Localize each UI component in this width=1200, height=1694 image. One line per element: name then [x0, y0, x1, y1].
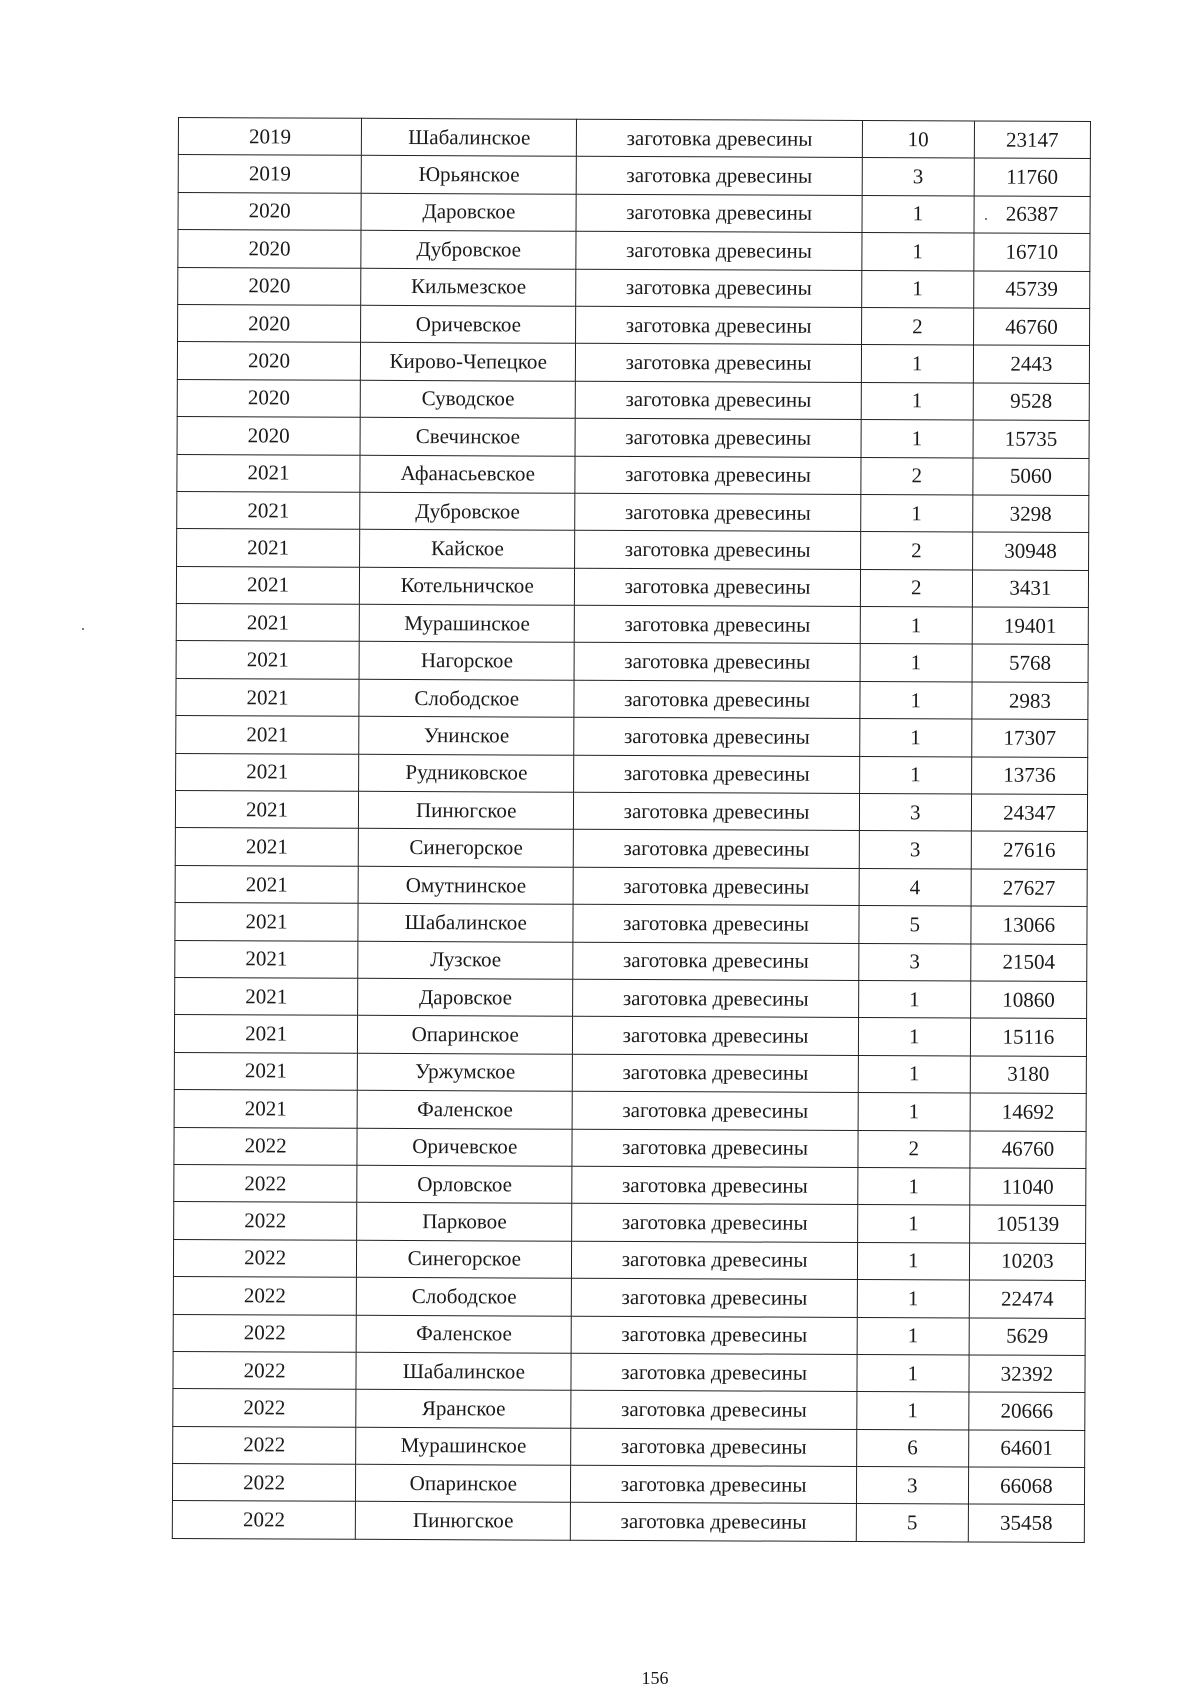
- cell-activity: заготовка древесины: [572, 1204, 857, 1243]
- cell-activity: заготовка древесины: [575, 531, 860, 570]
- cell-year: 2021: [174, 1090, 357, 1128]
- cell-count: 6: [856, 1429, 968, 1467]
- cell-activity: заготовка древесины: [574, 643, 859, 682]
- cell-year: 2022: [173, 1239, 356, 1277]
- cell-year: 2022: [174, 1202, 357, 1240]
- cell-volume: 5060: [973, 457, 1089, 495]
- cell-settlement: Шабалинское: [362, 118, 577, 156]
- cell-year: 2022: [172, 1464, 355, 1502]
- table-row: [176, 604, 1088, 645]
- cell-settlement: Оричевское: [357, 1128, 572, 1166]
- cell-count: 1: [860, 681, 972, 719]
- cell-activity: заготовка древесины: [574, 792, 859, 831]
- cell-count: 5: [859, 906, 971, 944]
- cell-volume: 105139: [969, 1205, 1085, 1243]
- cell-volume: 10203: [969, 1243, 1085, 1281]
- cell-volume: 46760: [973, 308, 1089, 346]
- cell-activity: заготовка древесины: [572, 1129, 857, 1168]
- cell-volume: 64601: [968, 1430, 1084, 1468]
- cell-settlement: Яранское: [356, 1390, 571, 1428]
- cell-activity: заготовка древесины: [575, 493, 860, 532]
- cell-volume: 15116: [970, 1018, 1086, 1056]
- cell-year: 2022: [173, 1426, 356, 1464]
- table-row: [173, 1389, 1085, 1430]
- cell-year: 2020: [177, 342, 360, 380]
- cell-activity: заготовка древесины: [571, 1353, 856, 1392]
- table-row: [178, 118, 1090, 159]
- cell-activity: заготовка древесины: [573, 1091, 858, 1130]
- table-row: [173, 1239, 1085, 1280]
- cell-count: 1: [858, 980, 970, 1018]
- cell-year: 2021: [176, 604, 359, 642]
- table-row: [177, 529, 1089, 570]
- table-row: [177, 342, 1089, 383]
- cell-year: 2021: [175, 865, 358, 903]
- table-row: [177, 454, 1089, 495]
- cell-activity: заготовка древесины: [575, 568, 860, 607]
- cell-count: 1: [861, 270, 973, 308]
- cell-activity: заготовка древесины: [571, 1391, 856, 1430]
- cell-settlement: Слободское: [359, 679, 574, 717]
- cell-year: 2020: [178, 267, 361, 305]
- cell-settlement: Мурашинское: [359, 604, 574, 642]
- cell-settlement: Кирово-Чепецкое: [361, 343, 576, 381]
- cell-count: 1: [862, 195, 974, 233]
- cell-count: 1: [857, 1317, 969, 1355]
- table-row: [174, 1127, 1086, 1168]
- cell-count: 1: [861, 345, 973, 383]
- cell-settlement: Опаринское: [356, 1464, 571, 1502]
- cell-year: 2020: [177, 379, 360, 417]
- cell-activity: заготовка древесины: [576, 344, 861, 383]
- cell-count: 2: [860, 569, 972, 607]
- cell-count: 1: [858, 1093, 970, 1131]
- cell-year: 2022: [173, 1351, 356, 1389]
- table-row: [177, 491, 1089, 532]
- cell-year: 2021: [176, 641, 359, 679]
- table-row: [177, 417, 1089, 458]
- cell-settlement: Опаринское: [358, 1016, 573, 1054]
- cell-volume: 19401: [972, 607, 1088, 645]
- cell-count: 1: [861, 382, 973, 420]
- cell-activity: заготовка древесины: [576, 269, 861, 308]
- cell-settlement: Свечинское: [360, 417, 575, 455]
- cell-year: 2021: [176, 716, 359, 754]
- cell-activity: заготовка древесины: [573, 1017, 858, 1056]
- cell-count: 3: [858, 943, 970, 981]
- cell-count: 1: [857, 1205, 969, 1243]
- cell-activity: заготовка древесины: [575, 605, 860, 644]
- cell-year: 2019: [178, 155, 361, 193]
- cell-volume: 2443: [973, 345, 1089, 383]
- cell-year: 2022: [174, 1127, 357, 1165]
- page-number: 156: [641, 1668, 669, 1688]
- cell-count: 3: [856, 1467, 968, 1505]
- cell-volume: 21504: [971, 944, 1087, 982]
- cell-volume: 5768: [972, 644, 1088, 682]
- cell-volume: 13066: [971, 906, 1087, 944]
- cell-activity: заготовка древесины: [575, 418, 860, 457]
- cell-settlement: Фаленское: [357, 1090, 572, 1128]
- cell-year: 2021: [174, 1052, 357, 1090]
- cell-settlement: Пинюгское: [359, 791, 574, 829]
- cell-activity: заготовка древесины: [575, 456, 860, 495]
- cell-activity: заготовка древесины: [576, 381, 861, 420]
- scan-speck: [985, 218, 987, 220]
- table-row: [175, 977, 1087, 1018]
- cell-activity: заготовка древесины: [574, 680, 859, 719]
- cell-settlement: Унинское: [359, 717, 574, 755]
- table-row: [174, 1052, 1086, 1093]
- cell-volume: 2983: [972, 682, 1088, 720]
- cell-volume: 5629: [969, 1317, 1085, 1355]
- cell-year: 2021: [175, 977, 358, 1015]
- table-row: [174, 1202, 1086, 1243]
- cell-year: 2021: [176, 566, 359, 604]
- cell-count: 3: [859, 831, 971, 869]
- table-row: [176, 566, 1088, 607]
- table-row: [174, 1090, 1086, 1131]
- cell-activity: заготовка древесины: [576, 194, 861, 233]
- cell-activity: заготовка древесины: [572, 1241, 857, 1280]
- cell-count: 2: [861, 307, 973, 345]
- table-row: [173, 1314, 1085, 1355]
- cell-activity: заготовка древесины: [574, 830, 859, 869]
- cell-activity: заготовка древесины: [577, 157, 862, 196]
- table-row: [173, 1426, 1085, 1467]
- cell-activity: заготовка древесины: [576, 231, 861, 270]
- cell-activity: заготовка древесины: [571, 1465, 856, 1504]
- logging-table: [172, 117, 1091, 1543]
- cell-year: 2021: [175, 828, 358, 866]
- table-row: [173, 1277, 1085, 1318]
- cell-count: 1: [859, 719, 971, 757]
- cell-year: 2021: [177, 454, 360, 492]
- cell-settlement: Дубровское: [360, 492, 575, 530]
- cell-year: 2021: [174, 1015, 357, 1053]
- cell-year: 2021: [177, 529, 360, 567]
- cell-settlement: Дубровское: [361, 230, 576, 268]
- cell-volume: 3298: [973, 495, 1089, 533]
- cell-volume: 3431: [972, 570, 1088, 608]
- table-row: [178, 230, 1090, 271]
- table-row: [174, 1164, 1086, 1205]
- cell-volume: 22474: [969, 1280, 1085, 1318]
- cell-volume: 24347: [971, 794, 1087, 832]
- cell-year: 2020: [178, 230, 361, 268]
- cell-volume: 11040: [970, 1168, 1086, 1206]
- cell-count: 4: [859, 868, 971, 906]
- table-row: [175, 791, 1087, 832]
- cell-settlement: Синегорское: [357, 1240, 572, 1278]
- cell-count: 1: [858, 1018, 970, 1056]
- cell-settlement: Омутнинское: [358, 866, 573, 904]
- cell-count: 1: [860, 494, 972, 532]
- table-row: [175, 828, 1087, 869]
- cell-count: 1: [860, 644, 972, 682]
- table-row: [175, 940, 1087, 981]
- cell-year: 2022: [173, 1277, 356, 1315]
- cell-volume: 30948: [972, 532, 1088, 570]
- cell-year: 2022: [173, 1389, 356, 1427]
- table-body: [172, 118, 1090, 1543]
- cell-settlement: Фаленское: [356, 1315, 571, 1353]
- cell-volume: 23147: [974, 121, 1090, 159]
- cell-activity: заготовка древесины: [572, 1278, 857, 1317]
- table-row: [175, 865, 1087, 906]
- cell-volume: 16710: [974, 233, 1090, 271]
- cell-volume: 27616: [971, 831, 1087, 869]
- table-row: [176, 753, 1088, 794]
- cell-settlement: Суводское: [360, 380, 575, 418]
- cell-year: 2022: [173, 1314, 356, 1352]
- table-row: [178, 192, 1090, 233]
- cell-volume: 9528: [973, 383, 1089, 421]
- cell-year: 2022: [172, 1501, 355, 1539]
- cell-volume: 35458: [968, 1504, 1084, 1542]
- cell-count: 1: [857, 1242, 969, 1280]
- cell-count: 1: [857, 1354, 969, 1392]
- cell-year: 2020: [177, 417, 360, 455]
- cell-activity: заготовка древесины: [572, 1166, 857, 1205]
- table-row: [175, 903, 1087, 944]
- table-row: [178, 155, 1090, 196]
- cell-activity: заготовка древесины: [574, 755, 859, 794]
- cell-settlement: Синегорское: [358, 829, 573, 867]
- cell-activity: заготовка древесины: [573, 1054, 858, 1093]
- cell-activity: заготовка древесины: [572, 1316, 857, 1355]
- cell-volume: 11760: [974, 158, 1090, 196]
- table-row: [172, 1464, 1084, 1505]
- cell-year: 2021: [175, 903, 358, 941]
- cell-settlement: Даровское: [361, 193, 576, 231]
- table-row: [176, 716, 1088, 757]
- table-row: [172, 1501, 1084, 1542]
- cell-count: 3: [859, 794, 971, 832]
- table-row: [177, 379, 1089, 420]
- cell-settlement: Пинюгское: [355, 1502, 570, 1540]
- cell-count: 1: [862, 233, 974, 271]
- cell-count: 1: [857, 1167, 969, 1205]
- cell-year: 2022: [174, 1164, 357, 1202]
- cell-volume: 26387: [974, 196, 1090, 234]
- cell-count: 1: [857, 1280, 969, 1318]
- scan-speck: [82, 628, 84, 630]
- cell-volume: 32392: [969, 1355, 1085, 1393]
- cell-count: 10: [862, 120, 974, 158]
- cell-activity: заготовка древесины: [577, 119, 862, 158]
- cell-settlement: Кайское: [360, 530, 575, 568]
- cell-count: 1: [860, 607, 972, 645]
- cell-count: 1: [857, 1392, 969, 1430]
- cell-count: 2: [858, 1130, 970, 1168]
- table-row: [176, 641, 1088, 682]
- cell-year: 2021: [175, 940, 358, 978]
- cell-settlement: Лузское: [358, 941, 573, 979]
- cell-year: 2020: [178, 304, 361, 342]
- cell-year: 2021: [176, 678, 359, 716]
- cell-activity: заготовка древесины: [571, 1428, 856, 1467]
- cell-volume: 10860: [970, 981, 1086, 1019]
- cell-activity: заготовка древесины: [573, 979, 858, 1018]
- cell-settlement: Оричевское: [361, 305, 576, 343]
- cell-year: 2021: [177, 491, 360, 529]
- cell-settlement: Орловское: [357, 1165, 572, 1203]
- cell-count: 1: [859, 756, 971, 794]
- cell-settlement: Даровское: [358, 978, 573, 1016]
- cell-count: 1: [858, 1055, 970, 1093]
- cell-count: 5: [856, 1504, 968, 1542]
- cell-year: 2021: [175, 791, 358, 829]
- cell-volume: 46760: [970, 1131, 1086, 1169]
- cell-activity: заготовка древесины: [573, 867, 858, 906]
- cell-activity: заготовка древесины: [571, 1503, 856, 1542]
- cell-activity: заготовка древесины: [573, 942, 858, 981]
- table-row: [174, 1015, 1086, 1056]
- cell-settlement: Кильмезское: [361, 268, 576, 306]
- table-row: [178, 267, 1090, 308]
- cell-volume: 17307: [972, 719, 1088, 757]
- cell-year: 2019: [178, 118, 361, 156]
- table-row: [178, 304, 1090, 345]
- cell-count: 1: [861, 420, 973, 458]
- cell-volume: 15735: [973, 420, 1089, 458]
- cell-year: 2020: [178, 192, 361, 230]
- cell-volume: 66068: [968, 1467, 1084, 1505]
- cell-activity: заготовка древесины: [573, 904, 858, 943]
- cell-volume: 14692: [970, 1093, 1086, 1131]
- cell-volume: 3180: [970, 1056, 1086, 1094]
- cell-volume: 20666: [969, 1392, 1085, 1430]
- cell-activity: заготовка древесины: [576, 306, 861, 345]
- cell-count: 3: [862, 158, 974, 196]
- cell-settlement: Афанасьевское: [360, 455, 575, 493]
- cell-settlement: Котельничское: [360, 567, 575, 605]
- cell-volume: 13736: [971, 757, 1087, 795]
- cell-volume: 45739: [974, 271, 1090, 309]
- cell-count: 2: [860, 532, 972, 570]
- cell-settlement: Рудниковское: [359, 754, 574, 792]
- cell-volume: 27627: [971, 869, 1087, 907]
- cell-settlement: Уржумское: [357, 1053, 572, 1091]
- cell-settlement: Слободское: [356, 1277, 571, 1315]
- table-row: [173, 1351, 1085, 1392]
- cell-count: 2: [861, 457, 973, 495]
- cell-settlement: Мурашинское: [356, 1427, 571, 1465]
- cell-activity: заготовка древесины: [574, 717, 859, 756]
- cell-settlement: Шабалинское: [356, 1352, 571, 1390]
- cell-settlement: Нагорское: [359, 642, 574, 680]
- table-row: [176, 678, 1088, 719]
- cell-year: 2021: [176, 753, 359, 791]
- cell-settlement: Парковое: [357, 1203, 572, 1241]
- cell-settlement: Юрьянское: [361, 156, 576, 194]
- cell-settlement: Шабалинское: [358, 903, 573, 941]
